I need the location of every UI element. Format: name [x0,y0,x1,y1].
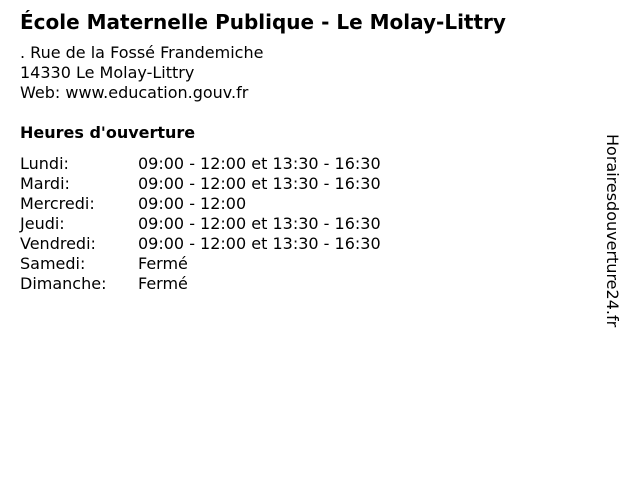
day-hours: Fermé [138,254,188,273]
day-label: Vendredi: [20,234,96,253]
hours-row-sunday [20,274,381,294]
hours-row-friday [20,234,381,254]
day-label: Jeudi: [20,214,65,233]
opening-hours-heading: Heures d'ouverture [20,123,196,142]
website-line: Web: www.education.gouv.fr [20,83,249,102]
opening-hours-table [20,154,381,294]
day-label: Lundi: [20,154,69,173]
day-label: Mardi: [20,174,70,193]
address-block [20,43,263,103]
hours-row-tuesday [20,174,381,194]
day-label: Samedi: [20,254,86,273]
day-hours: 09:00 - 12:00 [138,194,247,213]
day-hours: 09:00 - 12:00 et 13:30 - 16:30 [138,214,381,233]
day-hours: 09:00 - 12:00 et 13:30 - 16:30 [138,234,381,253]
hours-row-monday [20,154,381,174]
day-label: Mercredi: [20,194,95,213]
page-title: École Maternelle Publique - Le Molay-Littry [20,10,506,34]
street-address: . Rue de la Fossé Frandemiche [20,43,264,62]
city-postcode: 14330 Le Molay-Littry [20,63,195,82]
hours-row-wednesday [20,194,381,214]
hours-row-saturday [20,254,381,274]
day-hours: 09:00 - 12:00 et 13:30 - 16:30 [138,154,381,173]
day-hours: 09:00 - 12:00 et 13:30 - 16:30 [138,174,381,193]
day-hours: Fermé [138,274,188,293]
day-label: Dimanche: [20,274,107,293]
hours-row-thursday [20,214,381,234]
site-watermark: Horairesdouverture24.fr [603,134,622,328]
